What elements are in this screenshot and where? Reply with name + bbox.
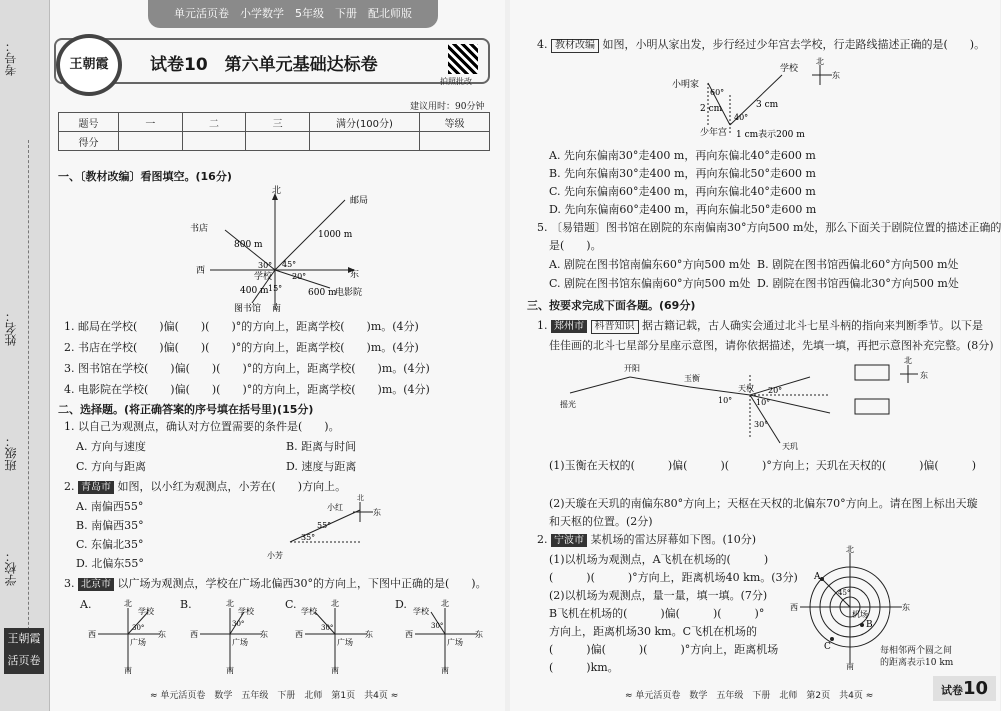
s2-q3: 3. 北京市 以广场为观测点，学校在广场北偏西30°的方向上，下图中正确的是( )。: [64, 577, 487, 590]
option[interactable]: B. 南偏西35°: [76, 519, 144, 532]
map-diagram: [190, 185, 390, 315]
s3-q2-line: B飞机在机场的( )偏( )( )°: [549, 607, 765, 620]
figure-label: 西: [88, 630, 96, 639]
figure-label: 30°: [321, 624, 334, 632]
option[interactable]: C. 剧院在图书馆东偏南60°方向500 m处: [549, 277, 751, 290]
north-label: 北: [357, 494, 364, 502]
library-label: 图书馆: [234, 304, 262, 314]
hong-label: 小红: [327, 503, 343, 512]
option[interactable]: B. 剧院在图书馆西偏北60°方向500 m处: [757, 258, 959, 271]
plane-c: C: [824, 642, 831, 652]
region-tag: 青岛市: [78, 481, 114, 494]
s3-q2-line: ( )偏( )( )°方向上，距离机场: [549, 643, 779, 656]
angle-20: 20°: [292, 272, 307, 281]
footer-left: ≈ 单元活页卷 数学 五年级 下册 北师 第1页 共4页 ≈: [150, 691, 399, 701]
option[interactable]: C. 东偏北35°: [76, 538, 144, 551]
figure-label: 南: [331, 666, 339, 675]
dist-2cm: 2 cm: [700, 104, 723, 114]
angle-35: 35°: [301, 533, 316, 542]
east-label: 东: [902, 603, 910, 612]
option[interactable]: D.: [395, 598, 407, 611]
s2-q5-cont: 是( )。: [549, 239, 602, 252]
south-label: 南: [846, 662, 854, 671]
s1-question: 4. 电影院在学校( )偏( )( )°的方向上，距离学校( )m。(4分): [64, 383, 430, 396]
east-label: 东: [350, 270, 360, 280]
figure-label: 广场: [232, 638, 248, 647]
region-tag: 宁波市: [551, 534, 587, 547]
north-label: 北: [816, 57, 824, 66]
north-label: 北: [846, 545, 854, 554]
bookstore-label: 书店: [190, 224, 209, 234]
figure-label: 学校: [138, 607, 154, 616]
school-label: 学校: [254, 272, 273, 282]
figure-label: 学校: [413, 607, 429, 616]
plane-b: B: [866, 620, 873, 630]
class-label: 班级：: [4, 435, 18, 471]
star-yuheng: 玉衡: [684, 374, 700, 383]
score-header: 题号: [59, 113, 119, 132]
figure-label: 南: [441, 666, 449, 675]
option[interactable]: D. 速度与距离: [286, 460, 357, 473]
region-tag: 郑州市: [551, 320, 587, 333]
angle-30: 30°: [258, 261, 273, 270]
s2-q5: 5. 〔易错题〕图书馆在剧院的东南偏南30°方向500 m处，那么下面关于剧院位置的描述正确的: [537, 221, 1001, 234]
score-header: 二: [182, 113, 246, 132]
s3-q2-line: ( )( )°方向上，距离机场40 km。(3分): [549, 571, 798, 584]
s3-sub2: (2)天璇在天玑的南偏东80°方向上；天枢在天权的北偏东70°方向上。请在图上标出天璇: [549, 497, 978, 510]
score-header: 满分(100分): [310, 113, 420, 132]
dist-library: 400 m: [240, 286, 269, 296]
score-header: 等级: [420, 113, 490, 132]
route-figure: [670, 55, 850, 145]
north-label: 北: [904, 356, 912, 365]
plane-a: A: [814, 572, 821, 582]
s2-q1: 1. 以自己为观测点，确认对方位置需要的条件是( )。: [64, 420, 340, 433]
s3-q2-line: ( )km。: [549, 661, 619, 674]
big-dipper-figure: [550, 355, 930, 455]
q3-fig-c: [295, 598, 375, 673]
source-tag: 教材改编: [551, 39, 599, 53]
option[interactable]: D. 北偏东55°: [76, 557, 144, 570]
figure-label: 东: [158, 630, 166, 639]
angle-60: 60°: [710, 88, 725, 97]
option[interactable]: D. 先向东偏南60°走400 m，再向东偏北50°走600 m: [549, 203, 817, 216]
north-label: 北: [272, 186, 282, 196]
s1-question: 2. 书店在学校( )偏( )( )°的方向上，距离学校( )m。(4分): [64, 341, 419, 354]
q3-fig-d: [405, 598, 485, 673]
figure-label: 北: [441, 599, 449, 608]
dist-3cm: 3 cm: [756, 100, 779, 110]
option[interactable]: C.: [285, 598, 297, 611]
figure-label: 西: [295, 630, 303, 639]
option[interactable]: A. 南偏西55°: [76, 500, 144, 513]
footer-right: ≈ 单元活页卷 数学 五年级 下册 北师 第2页 共4页 ≈: [625, 691, 874, 701]
score-header: 一: [119, 113, 183, 132]
angle-15: 15°: [268, 284, 283, 293]
figure-label: 南: [124, 666, 132, 675]
radar-note: 的距离表示10 km: [880, 658, 954, 668]
score-header: 三: [246, 113, 310, 132]
option[interactable]: B. 距离与时间: [286, 440, 357, 453]
score-cell[interactable]: [310, 132, 420, 151]
figure-label: 30°: [132, 624, 145, 632]
s2-q2: 2. 青岛市 如图，以小红为观测点，小芳在( )方向上。: [64, 480, 347, 493]
cinema-label: 电影院: [335, 288, 363, 298]
brand-logo-small: 王朝霞 活页卷: [4, 628, 44, 674]
scale-label: 1 cm表示200 m: [736, 130, 805, 140]
binding-strip: [0, 0, 50, 711]
angle-20: 20°: [768, 386, 783, 395]
q3-fig-b: [190, 598, 270, 673]
s3-q2-line: (1)以机场为观测点，A飞机在机场的( ): [549, 553, 769, 566]
option[interactable]: A. 方向与速度: [76, 440, 146, 453]
s3-sub2-cont: 和天枢的位置。(2分): [549, 515, 653, 528]
region-tag: 北京市: [78, 578, 114, 591]
figure-label: 广场: [130, 638, 146, 647]
south-label: 南: [272, 304, 282, 314]
school-label: 学校: [780, 64, 799, 74]
s3-q1-cont: 佳佳画的北斗七星部分星座示意图，请你依据描述，先填一填，再把示意图补充完整。(8分): [549, 339, 994, 352]
brand-logo: 王朝霞: [56, 34, 122, 96]
option[interactable]: C. 方向与距离: [76, 460, 147, 473]
s1-question: 1. 邮局在学校( )偏( )( )°的方向上，距离学校( )m。(4分): [64, 320, 419, 333]
palace-label: 少年宫: [700, 128, 728, 138]
figure-label: 东: [365, 630, 373, 639]
angle-10b: 10°: [756, 398, 771, 407]
west-label: 西: [790, 603, 798, 612]
school-label: 学校：: [4, 550, 18, 586]
section-2-heading: 二、选择题。(将正确答案的序号填在括号里)(15分): [58, 403, 314, 416]
qr-label: 拍照批改: [440, 77, 472, 86]
option[interactable]: B. 先向东偏南30°走400 m，再向东偏北50°走600 m: [549, 167, 816, 180]
figure-label: 学校: [301, 607, 317, 616]
s1-question: 3. 图书馆在学校( )偏( )( )°的方向上，距离学校( )m。(4分): [64, 362, 430, 375]
series-header: 单元活页卷 小学数学 5年级 下册 配北师版: [148, 0, 438, 28]
name-label: 姓名：: [4, 310, 18, 346]
paper-title: 试卷10 第六单元基础达标卷: [150, 55, 378, 75]
cut-line: [28, 140, 29, 660]
figure-label: 30°: [232, 620, 245, 628]
east-label: 东: [920, 371, 928, 380]
q2-figure: [265, 494, 385, 560]
figure-label: 东: [260, 630, 268, 639]
figure-label: 北: [226, 599, 234, 608]
angle-45: 45°: [282, 260, 297, 269]
radar-note: 每相邻两个圆之间: [880, 646, 953, 656]
fang-label: 小芳: [267, 551, 283, 560]
angle-45: 45°: [838, 589, 851, 597]
figure-label: 广场: [447, 638, 463, 647]
s2-q4: 4. 教材改编 如图，小明从家出发，步行经过少年宫去学校，行走路线描述正确的是( )。: [537, 38, 986, 51]
s3-q2-line: (2)以机场为观测点，量一量，填一填。(7分): [549, 589, 768, 602]
figure-label: 30°: [431, 622, 444, 630]
qr-code-icon[interactable]: [448, 44, 478, 74]
score-cell[interactable]: [182, 132, 246, 151]
option[interactable]: A. 剧院在图书馆南偏东60°方向500 m处: [549, 258, 751, 271]
dist-book: 800 m: [234, 240, 263, 250]
figure-label: 北: [124, 599, 132, 608]
west-label: 西: [196, 266, 206, 276]
section-3-heading: 三、按要求完成下面各题。(69分): [527, 299, 696, 312]
angle-10a: 10°: [718, 396, 733, 405]
east-label: 东: [373, 508, 381, 517]
score-table: [58, 112, 490, 151]
star-yaoguang: 摇光: [560, 400, 576, 409]
option[interactable]: B.: [180, 598, 192, 611]
figure-label: 北: [331, 599, 339, 608]
dist-post: 1000 m: [318, 230, 353, 240]
option[interactable]: A. 先向东偏南30°走400 m，再向东偏北40°走600 m: [549, 149, 816, 162]
star-tianji: 天玑: [782, 442, 798, 451]
home-label: 小明家: [672, 80, 700, 90]
time-hint: 建议用时：90分钟: [410, 102, 485, 112]
dist-cinema: 600 m: [308, 288, 337, 298]
angle-30: 30°: [754, 420, 769, 429]
option[interactable]: A.: [80, 598, 92, 611]
score-cell[interactable]: [420, 132, 490, 151]
figure-label: 西: [190, 630, 198, 639]
star-tianquan: 天权: [738, 384, 754, 393]
east-label: 东: [832, 71, 840, 80]
option[interactable]: C. 先向东偏南60°走400 m，再向东偏北40°走600 m: [549, 185, 816, 198]
score-cell[interactable]: [246, 132, 310, 151]
figure-label: 广场: [337, 638, 353, 647]
s3-q1: 1. 郑州市 科普知识 据古籍记载，古人确实会通过北斗七星斗柄的指向来判断季节。以下是: [537, 319, 983, 332]
figure-label: 南: [226, 666, 234, 675]
star-kaiyang: 开阳: [624, 364, 640, 373]
angle-40: 40°: [734, 113, 749, 122]
angle-55: 55°: [317, 521, 332, 530]
section-1-heading: 一、〔教材改编〕看图填空。(16分): [58, 170, 232, 183]
s3-sub1: (1)玉衡在天权的( )偏( )( )°方向上；天玑在天权的( )偏( ): [549, 459, 976, 472]
topic-tag: 科普知识: [591, 320, 639, 334]
figure-label: 东: [475, 630, 483, 639]
airport-label: 机场: [852, 610, 868, 619]
post-office-label: 邮局: [350, 196, 369, 206]
paper-number-badge: 试卷10: [933, 676, 996, 701]
figure-label: 学校: [238, 607, 254, 616]
score-row-label: 得分: [59, 132, 119, 151]
q3-fig-a: [88, 598, 168, 673]
s3-q2-line: 方向上，距离机场30 km。C飞机在机场的: [549, 625, 758, 638]
score-cell[interactable]: [119, 132, 183, 151]
kaohao-label: 考号：: [4, 40, 18, 76]
figure-label: 西: [405, 630, 413, 639]
s3-q2: 2. 宁波市 某机场的雷达屏幕如下图。(10分): [537, 533, 757, 546]
option[interactable]: D. 剧院在图书馆西偏北30°方向500 m处: [757, 277, 959, 290]
